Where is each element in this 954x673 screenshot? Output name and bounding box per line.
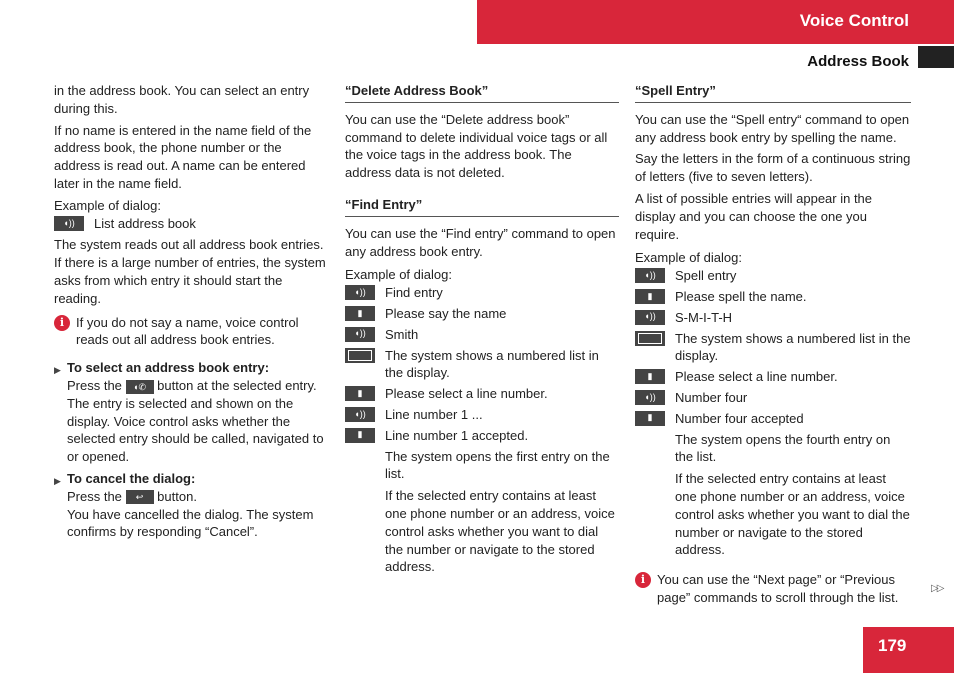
section-title: Voice Control bbox=[799, 11, 909, 30]
dialog-text: List address book bbox=[94, 215, 196, 231]
step-title: To select an address book entry: bbox=[67, 360, 270, 376]
info-note bbox=[635, 571, 911, 607]
dialog-list bbox=[345, 284, 619, 444]
voice-speak-icon: ◖)) bbox=[635, 390, 665, 405]
dialog-row bbox=[635, 389, 911, 407]
instruction-step bbox=[54, 359, 330, 466]
dialog-row bbox=[635, 330, 911, 366]
system-voice-icon: ▮ bbox=[635, 411, 665, 426]
triangle-bullet-icon: ▶ bbox=[54, 475, 61, 486]
voice-speak-icon: ◖)) bbox=[345, 327, 375, 342]
dialog-row bbox=[345, 284, 619, 302]
paragraph: The system reads out all address book entries. If there is a large number of entries, the system asks from which entry it should start the reading. bbox=[54, 237, 326, 306]
system-voice-icon: ▮ bbox=[345, 306, 375, 321]
paragraph: If the selected entry contains at least one phone number or an address, voice control asks whether you want to dial the number or navigate to the stored address. bbox=[385, 488, 615, 575]
dialog-row bbox=[635, 368, 911, 386]
dialog-text: Spell entry bbox=[675, 268, 737, 284]
dialog-row bbox=[345, 305, 619, 323]
info-text: If you do not say a name, voice control reads out all address book entries. bbox=[76, 314, 299, 348]
display-screen-icon bbox=[345, 348, 375, 363]
subsection-title: Address Book bbox=[807, 53, 909, 70]
info-icon: i bbox=[54, 315, 70, 331]
dialog-row bbox=[345, 385, 619, 403]
instruction-step bbox=[54, 470, 330, 541]
paragraph: If no name is entered in the name field of the address book, the phone number or the address is read out. A name can be entered later in the name field. bbox=[54, 122, 312, 191]
voice-speak-icon: ◖)) bbox=[345, 407, 375, 422]
dialog-row bbox=[345, 427, 619, 445]
system-voice-icon: ▮ bbox=[345, 386, 375, 401]
page-number: 179 bbox=[878, 636, 907, 655]
info-text: You can use the “Next page” or “Previous page” commands to scroll through the list. bbox=[657, 572, 899, 605]
step-text: button at the selected entry. bbox=[157, 377, 317, 393]
display-screen-icon bbox=[635, 331, 665, 346]
step-text: Press the bbox=[67, 488, 122, 504]
dialog-text: S-M-I-T-H bbox=[675, 309, 733, 325]
voice-speak-icon: ◖)) bbox=[635, 310, 665, 325]
next-page-arrow-icon: ▷▷ bbox=[931, 583, 943, 594]
system-voice-icon: ▮ bbox=[635, 369, 665, 384]
step-title: To cancel the dialog: bbox=[67, 470, 196, 486]
dialog-row bbox=[345, 406, 619, 424]
voice-speak-icon: ◖)) bbox=[345, 285, 375, 300]
dialog-text: Number four accepted bbox=[675, 410, 804, 426]
step-result: You have cancelled the dialog. The system confirms by responding “Cancel”. bbox=[67, 506, 314, 540]
dialog-row bbox=[345, 326, 619, 344]
dialog-text: The system shows a numbered list in the display. bbox=[385, 347, 599, 381]
back-button-icon: ↩ bbox=[126, 490, 154, 504]
section-tab-marker bbox=[918, 46, 954, 68]
page-number-box bbox=[863, 627, 954, 673]
dialog-text: The system shows a numbered list in the display. bbox=[675, 330, 911, 364]
dialog-row bbox=[635, 288, 911, 306]
section-heading: “Delete Address Book” bbox=[345, 82, 619, 103]
dialog-row bbox=[635, 267, 911, 285]
dialog-row bbox=[345, 347, 619, 383]
column-1 bbox=[54, 82, 330, 541]
dialog-row bbox=[635, 309, 911, 327]
triangle-bullet-icon: ▶ bbox=[54, 365, 61, 376]
system-voice-icon: ▮ bbox=[635, 289, 665, 304]
example-label: Example of dialog: bbox=[54, 197, 161, 213]
voice-speak-icon: ◖)) bbox=[54, 216, 84, 231]
system-voice-icon: ▮ bbox=[345, 428, 375, 443]
info-icon: i bbox=[635, 572, 651, 588]
dialog-text: Please select a line number. bbox=[675, 369, 838, 385]
example-label: Example of dialog: bbox=[635, 250, 742, 266]
step-result: The entry is selected and shown on the display. Voice control asks whether the selected entry should be called, navigated to or opened. bbox=[67, 395, 324, 465]
example-label: Example of dialog: bbox=[345, 267, 452, 283]
paragraph: in the address book. You can select an entry during this. bbox=[54, 83, 310, 116]
dialog-row bbox=[54, 215, 330, 233]
dialog-text: Please say the name bbox=[385, 305, 507, 321]
dialog-row bbox=[635, 410, 911, 428]
paragraph: You can use the “Find entry” command to open any address book entry. bbox=[345, 225, 616, 259]
dialog-text: Please spell the name. bbox=[675, 288, 807, 304]
voice-button-icon: ◖✆ bbox=[126, 380, 154, 394]
dialog-text: Please select a line number. bbox=[385, 386, 548, 402]
paragraph: If the selected entry contains at least one phone number or an address, voice control asks whether you want to dial the number or navigate to the stored address. bbox=[675, 471, 910, 558]
paragraph: You can use the “Spell entry“ command to open any address book entry by spelling the name. bbox=[635, 111, 910, 145]
column-2 bbox=[345, 82, 619, 580]
dialog-list bbox=[635, 267, 911, 427]
dialog-text: Line number 1 ... bbox=[385, 406, 483, 422]
dialog-text: Find entry bbox=[385, 285, 443, 301]
section-heading: “Spell Entry” bbox=[635, 82, 911, 103]
dialog-text: Smith bbox=[385, 326, 419, 342]
info-note bbox=[54, 314, 330, 350]
paragraph: A list of possible entries will appear in the display and you can choose the one you require. bbox=[635, 190, 873, 242]
dialog-text: Number four bbox=[675, 389, 748, 405]
section-heading: “Find Entry” bbox=[345, 196, 619, 217]
paragraph: You can use the “Delete address book” command to delete individual voice tags or all the voice tags in the address book. The address data is not deleted. bbox=[345, 111, 608, 181]
paragraph: The system opens the first entry on the list. bbox=[385, 448, 610, 482]
dialog-text: Line number 1 accepted. bbox=[385, 427, 529, 443]
voice-speak-icon: ◖)) bbox=[635, 268, 665, 283]
paragraph: The system opens the fourth entry on the list. bbox=[675, 431, 891, 465]
step-text: button. bbox=[157, 488, 197, 504]
column-3 bbox=[635, 82, 911, 611]
paragraph: Say the letters in the form of a continuous string of letters (five to seven letters). bbox=[635, 151, 911, 185]
step-text: Press the bbox=[67, 377, 122, 393]
